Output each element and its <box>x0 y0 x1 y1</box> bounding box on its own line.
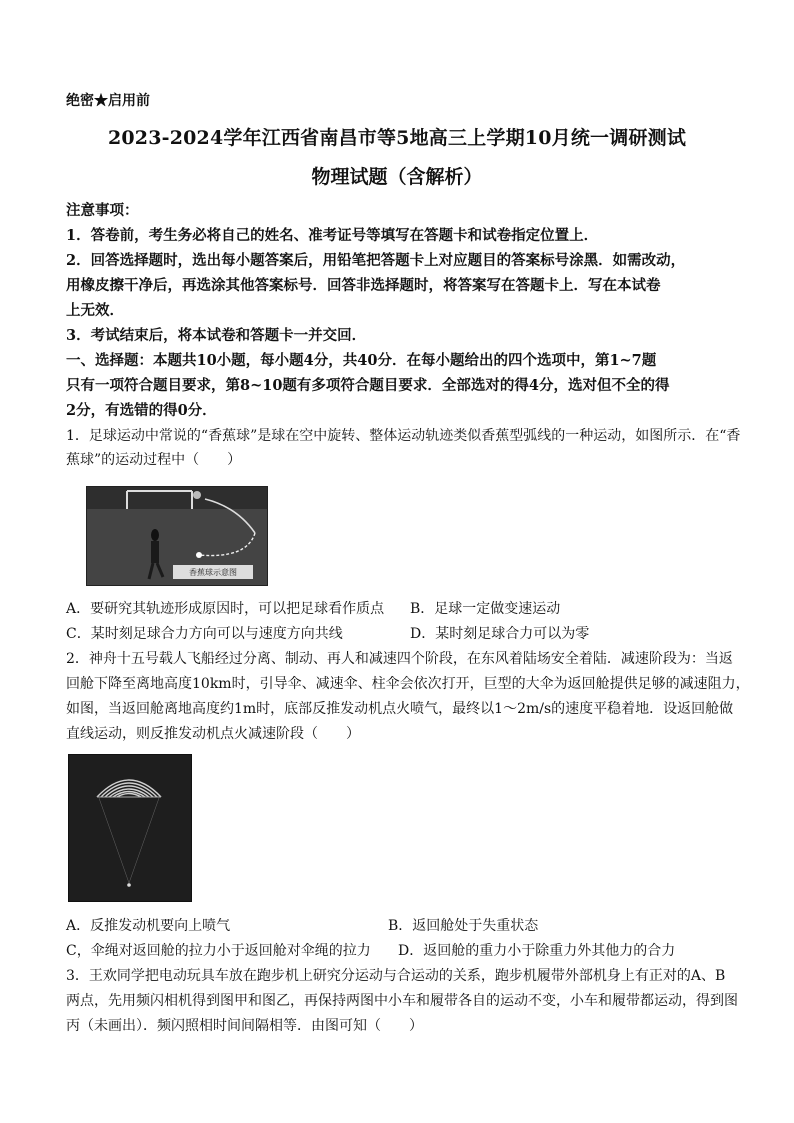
banana-kick-photo <box>86 486 268 586</box>
q1-option-b: B．足球一定做变速运动 <box>410 601 561 617</box>
note-1: 1．答卷前，考生务必将自己的姓名、准考证号等填写在答题卡和试卷指定位置上． <box>66 227 599 244</box>
section-1-instructions-line-3: 2分，有选错的得0分． <box>66 402 217 419</box>
q2-option-d: D．返回舱的重力小于除重力外其他力的合力 <box>398 943 676 959</box>
return-capsule-parachute-photo <box>68 754 192 902</box>
q1-option-c: C．某时刻足球合力方向可以与速度方向共线 <box>66 626 343 642</box>
q3-stem-line-3: 丙（未画出）．频闪照相时间间隔相等．由图可知（ ） <box>66 1018 423 1034</box>
q3-stem-line-1: 3．王欢同学把电动玩具车放在跑步机上研究分运动与合运动的关系，跑步机履带外部机身上有正对的A、B <box>66 968 726 984</box>
note-2-line-3: 上无效． <box>66 302 124 319</box>
q3-stem-line-2: 两点，先用频闪相机得到图甲和图乙，再保持两图中小车和履带各自的运动不变，小车和履带都运动，得到图 <box>66 993 738 1009</box>
q1-stem-line-2: 蕉球”的运动过程中（ ） <box>66 452 242 468</box>
q2-option-a: A．反推发动机要向上喷气 <box>66 918 231 934</box>
note-3: 3．考试结束后，将本试卷和答题卡一并交回． <box>66 327 367 344</box>
confidential-label: 绝密★启用前 <box>66 93 150 109</box>
exam-subtitle: 物理试题（含解析） <box>311 166 483 188</box>
figure-caption: 香蕉球示意图 <box>189 568 237 577</box>
section-1-instructions-line-1: 一、选择题：本题共10小题，每小题4分，共40分．在每小题给出的四个选项中，第1~7题 <box>66 352 657 369</box>
q2-stem-line-2: 回舱下降至离地高度10km时，引导伞、减速伞、柱伞会依次打开，巨型的大伞为返回舱提供足够的减速阻力， <box>66 676 750 692</box>
q2-stem-line-4: 直线运动，则反推发动机点火减速阶段（ ） <box>66 726 360 742</box>
q2-option-c: C，伞绳对返回舱的拉力小于返回舱对伞绳的拉力 <box>66 943 371 959</box>
exam-title: 2023-2024学年江西省南昌市等5地高三上学期10月统一调研测试 <box>107 127 687 149</box>
q1-option-a: A．要研究其轨迹形成原因时，可以把足球看作质点 <box>66 601 385 617</box>
note-2-line-2: 用橡皮擦干净后，再选涂其他答案标号．回答非选择题时，将答案写在答题卡上．写在本试卷 <box>66 277 661 294</box>
notes-heading: 注意事项： <box>66 202 139 219</box>
section-1-instructions-line-2: 只有一项符合题目要求，第8~10题有多项符合题目要求．全部选对的得4分，选对但不全的得 <box>66 377 670 394</box>
q1-stem-line-1: 1．足球运动中常说的“香蕉球”是球在空中旋转、整体运动轨迹类似香蕉型弧线的一种运动，如图所示．在“香 <box>66 428 741 444</box>
q2-stem-line-1: 2．神舟十五号载人飞船经过分离、制动、再人和减速四个阶段，在东风着陆场安全着陆．减速阶段为：当返 <box>66 651 733 667</box>
q2-option-b: B．返回舱处于失重状态 <box>388 918 539 934</box>
note-2-line-1: 2．回答选择题时，选出每小题答案后，用铅笔把答题卡上对应题目的答案标号涂黑．如需改动， <box>66 252 686 269</box>
q2-stem-line-3: 如图，当返回舱离地高度约1m时，底部反推发动机点火喷气，最终以1～2m/s的速度平稳着地．设返回舱做 <box>66 701 734 717</box>
q1-option-d: D．某时刻足球合力可以为零 <box>410 626 590 642</box>
